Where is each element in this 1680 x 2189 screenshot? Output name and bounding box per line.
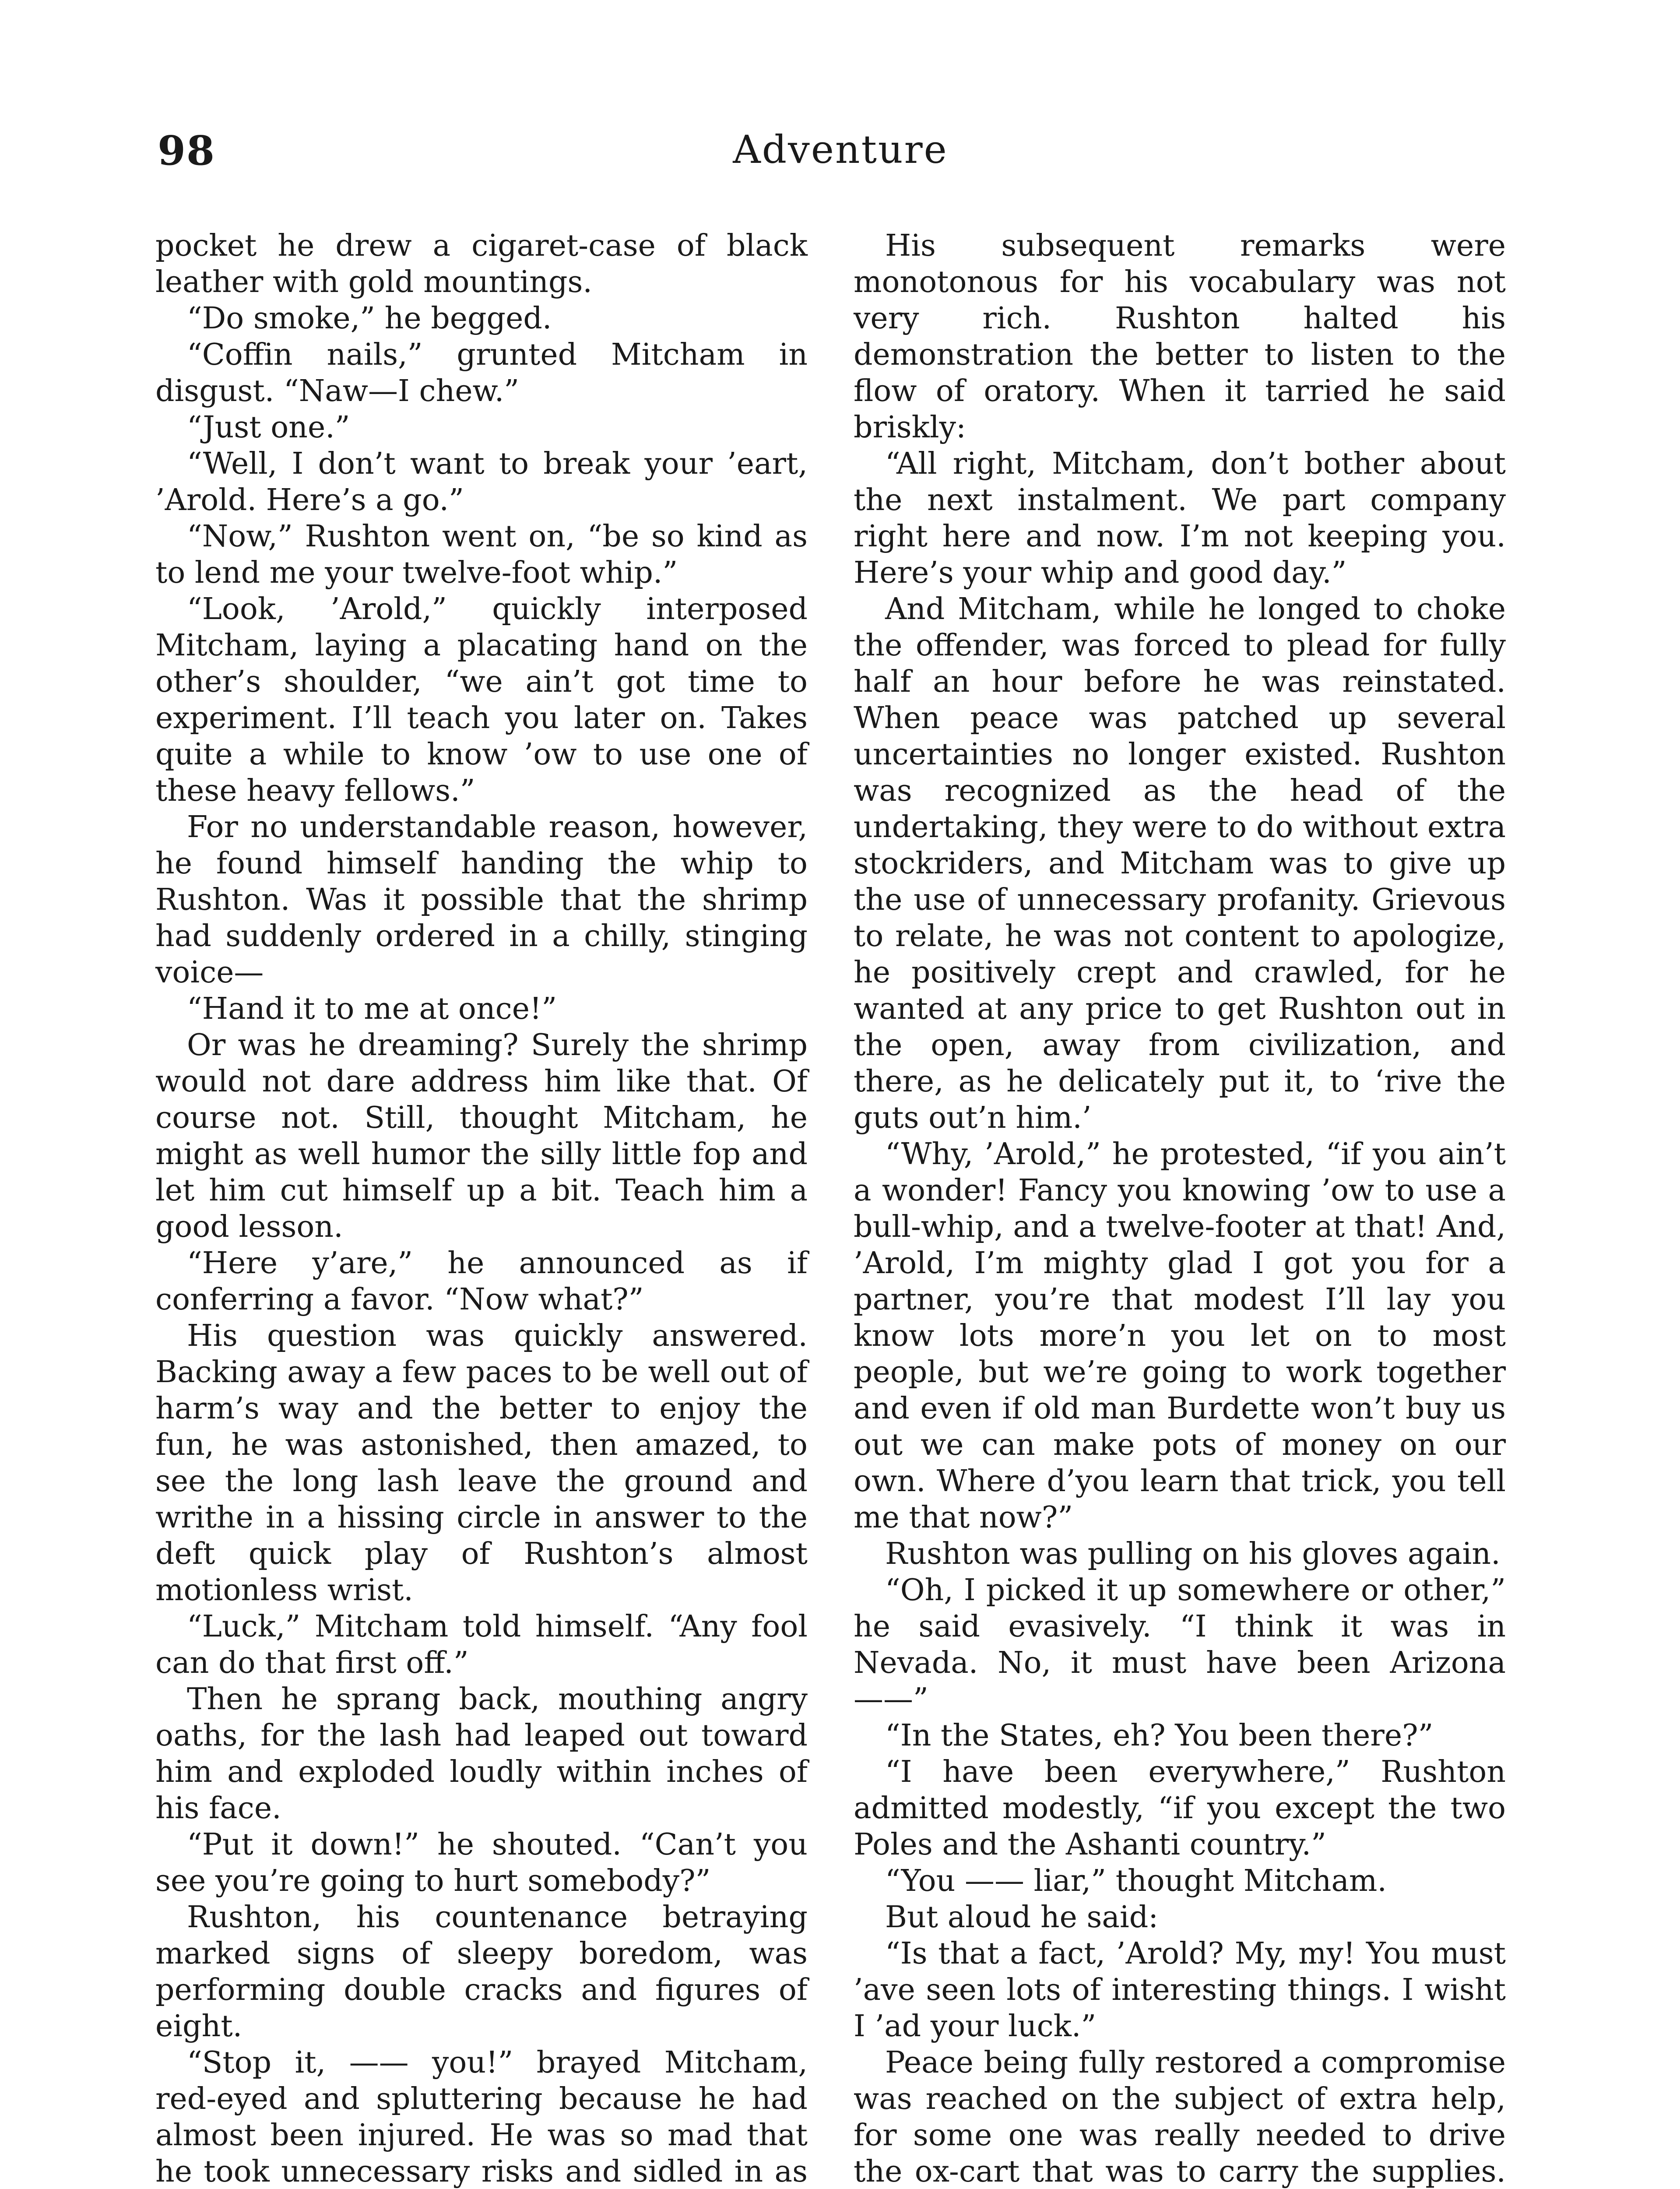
paragraph: “Coffin nails,” grunted Mitcham in disgust. “Naw—I chew.” <box>155 338 808 408</box>
paragraph: “Do smoke,” he begged. <box>187 301 552 336</box>
paragraph: “Luck,” Mitcham told himself. “Any fool can do that first off.” <box>155 1609 808 1680</box>
paragraph: For no understandable reason, however, he found himself handing the whip to Rushton. Was it possible that the shrimp had suddenly ordered in a chilly, stinging voice— <box>155 810 808 990</box>
paragraph: “Why, ’Arold,” he protested, “if you ain’t a wonder! Fancy you knowing ’ow to use a bull-whip, and a twelve-footer at that! And, ’Arold, I’m mighty glad I got you for a partner, you’re that modest I’ll lay you know lots more’n you let on to most people, but we’re going to work together and even if old man Burdette won’t buy us out we can make pots of money on our own. Where d’you learn that trick, you tell me that now?” <box>854 1137 1506 1535</box>
paragraph: Peace being fully restored a compromise was reached on the subject of extra help, for some one was really needed to drive the ox-cart that was to carry the supplies. <box>854 2045 1506 2189</box>
paragraph: “Oh, I picked it up somewhere or other,” he said evasively. “I think it was in Nevada. No, it must have been Arizona——” <box>854 1573 1506 1717</box>
right-text-column <box>854 228 1506 2189</box>
paragraph: Then he sprang back, mouthing angry oaths, for the lash had leaped out toward him and exploded loudly within inches of his face. <box>155 1682 808 1826</box>
paragraph: “In the States, eh? You been there?” <box>885 1718 1434 1753</box>
paragraph: “Hand it to me at once!” <box>187 992 557 1026</box>
paragraph: “I have been everywhere,” Rushton admitted modestly, “if you except the two Poles and the Ashanti country.” <box>854 1755 1506 1862</box>
running-title: Adventure <box>733 127 948 172</box>
page-header <box>158 127 1523 193</box>
paragraph: His question was quickly answered. Backing away a few paces to be well out of harm’s way and the better to enjoy the fun, he was astonished, then amazed, to see the long lash leave the ground and writhe in a hissing circle in answer to the deft quick play of Rushton’s almost motionless wrist. <box>155 1319 808 1608</box>
paragraph: And Mitcham, while he longed to choke the offender, was forced to plead for fully half an hour before he was reinstated. When peace was patched up several uncertainties no longer existed. Rushton was recognized as the head of the undertaking, they were to do without extra stockriders, and Mitcham was to give up the use of unnecessary profanity. Grievous to relate, he was not content to apologize, he positively crept and crawled, for he wanted at any price to get Rushton out in the open, away from civilization, and there, as he delicately put it, to ‘rive the guts out’n him.’ <box>854 592 1506 1135</box>
page-number: 98 <box>158 127 216 174</box>
paragraph: “Put it down!” he shouted. “Can’t you see you’re going to hurt somebody?” <box>155 1827 808 1898</box>
paragraph: His subsequent remarks were monotonous for his vocabulary was not very rich. Rushton halted his demonstration the better to listen to the flow of oratory. When it tarried he said briskly: <box>854 229 1506 445</box>
paragraph: “Look, ’Arold,” quickly interposed Mitcham, laying a placating hand on the other’s shoulder, “we ain’t got time to experiment. I’ll teach you later on. Takes quite a while to know ’ow to use one of these heavy fellows.” <box>155 592 808 808</box>
paragraph: “You —— liar,” thought Mitcham. <box>885 1864 1387 1898</box>
left-text-column <box>155 228 808 2189</box>
paragraph: pocket he drew a cigaret-case of black leather with gold mountings. <box>155 229 808 299</box>
paragraph: Rushton, his countenance betraying marked signs of sleepy boredom, was performing double cracks and figures of eight. <box>155 1900 808 2044</box>
paragraph: But aloud he said: <box>885 1900 1159 1935</box>
paragraph: “Just one.” <box>187 410 350 445</box>
paragraph: “Here y’are,” he announced as if conferring a favor. “Now what?” <box>155 1246 808 1317</box>
paragraph: Or was he dreaming? Surely the shrimp would not dare address him like that. Of course not. Still, thought Mitcham, he might as well humor the silly little fop and let him cut himself up a bit. Teach him a good lesson. <box>155 1028 808 1244</box>
paragraph: “All right, Mitcham, don’t bother about the next instalment. We part company right here and now. I’m not keeping you. Here’s your whip and good day.” <box>854 447 1506 590</box>
paragraph: “Is that a fact, ’Arold? My, my! You must ’ave seen lots of interesting things. I wisht I ’ad your luck.” <box>854 1936 1506 2044</box>
paragraph: Rushton was pulling on his gloves again. <box>885 1537 1501 1571</box>
paragraph: “Now,” Rushton went on, “be so kind as to lend me your twelve-foot whip.” <box>155 519 808 590</box>
paragraph: “Stop it, —— you!” brayed Mitcham, red-eyed and spluttering because he had almost been injured. He was so mad that he took unnecessary risks and sidled in as <box>155 2045 808 2189</box>
paragraph: “Well, I don’t want to break your ’eart, ’Arold. Here’s a go.” <box>155 447 808 517</box>
